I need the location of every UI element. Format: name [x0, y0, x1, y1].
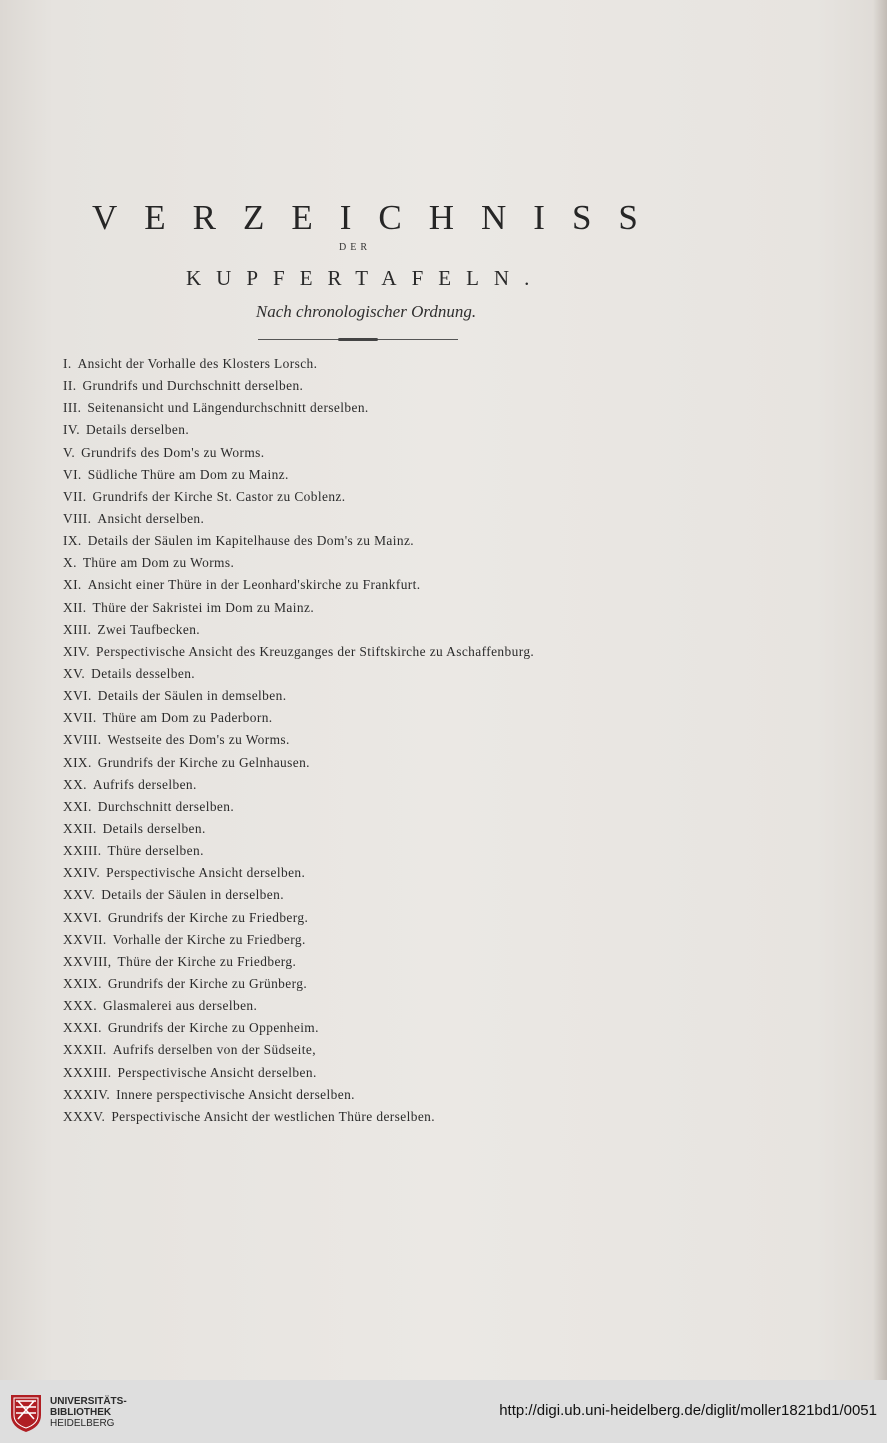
- plate-description: Details derselben.: [102, 820, 206, 836]
- list-item: [63, 951, 534, 973]
- page-subtitle: Nach chronologischer Ordnung.: [255, 302, 477, 321]
- plate-number: XXIX.: [63, 975, 102, 991]
- plate-description: Perspectivische Ansicht derselben.: [117, 1064, 317, 1080]
- list-item: [63, 597, 534, 619]
- plate-description: Grundrifs des Dom's zu Worms.: [81, 444, 265, 460]
- list-item: [63, 862, 534, 884]
- list-item: [63, 397, 534, 419]
- list-item: [63, 796, 534, 818]
- plate-description: Ansicht einer Thüre in der Leonhard'skirche zu Frankfurt.: [87, 577, 421, 593]
- list-item: [63, 375, 534, 397]
- list-item: [63, 929, 534, 951]
- plate-description: Aufrifs derselben von der Südseite,: [112, 1042, 316, 1058]
- plate-number: II.: [63, 378, 77, 394]
- plate-number: XXX.: [63, 998, 97, 1014]
- plate-description: Vorhalle der Kirche zu Friedberg.: [112, 931, 306, 947]
- list-item: [63, 907, 534, 929]
- plate-number: XIX.: [63, 754, 92, 770]
- plate-description: Thüre am Dom zu Paderborn.: [102, 710, 273, 726]
- plate-description: Grundrifs und Durchschnitt derselben.: [82, 378, 304, 394]
- list-item: [63, 818, 534, 840]
- plate-description: Thüre der Sakristei im Dom zu Mainz.: [92, 599, 315, 615]
- list-item: [63, 464, 534, 486]
- list-item: [63, 752, 534, 774]
- list-item: [63, 884, 534, 906]
- footer-bar: [0, 1380, 887, 1443]
- list-item: [63, 1062, 534, 1084]
- list-item: [63, 1017, 534, 1039]
- list-item: [63, 486, 534, 508]
- plate-description: Ansicht der Vorhalle des Klosters Lorsch.: [77, 356, 318, 371]
- plate-number: XXV.: [63, 887, 96, 903]
- plate-description: Details der Säulen im Kapitelhause des Dom's zu Mainz.: [87, 533, 415, 549]
- library-name[interactable]: [50, 1396, 127, 1429]
- plate-number: XVIII.: [63, 732, 102, 748]
- plate-number: XXIII.: [63, 843, 102, 859]
- plate-number: VIII.: [63, 510, 92, 526]
- library-name-line2: BIBLIOTHEK: [50, 1407, 112, 1418]
- plate-number: X.: [63, 555, 77, 571]
- list-item: [63, 442, 534, 464]
- plate-number: XXXII.: [63, 1042, 107, 1058]
- list-item: [63, 1039, 534, 1061]
- plate-number: I.: [63, 356, 72, 371]
- list-item: [63, 552, 534, 574]
- plate-number: IV.: [63, 422, 80, 438]
- plate-description: Thüre der Kirche zu Friedberg.: [117, 953, 297, 969]
- plate-number: XIII.: [63, 621, 92, 637]
- plate-number: XX.: [63, 776, 87, 792]
- plate-number: XXVI.: [63, 909, 102, 925]
- plate-number: XIV.: [63, 643, 91, 659]
- list-item: [63, 774, 534, 796]
- list-item: [63, 353, 534, 375]
- plate-number: IX.: [63, 533, 82, 549]
- plate-description: Ansicht derselben.: [97, 510, 205, 526]
- page-title: VERZEICHNISS: [92, 198, 665, 237]
- plate-number: XV.: [63, 665, 86, 681]
- plate-description: Details der Säulen in derselben.: [101, 887, 284, 903]
- plate-description: Innere perspectivische Ansicht derselben.: [116, 1086, 355, 1102]
- plate-description: Perspectivische Ansicht derselben.: [106, 865, 306, 881]
- plate-description: Thüre am Dom zu Worms.: [82, 555, 235, 571]
- list-item: [63, 729, 534, 751]
- list-item: [63, 574, 534, 596]
- plate-description: Details derselben.: [85, 422, 190, 438]
- plate-number: VII.: [63, 488, 87, 504]
- plate-description: Glasmalerei aus derselben.: [102, 998, 258, 1014]
- list-item: [63, 707, 534, 729]
- plate-description: Perspectivische Ansicht des Kreuzganges der Stiftskirche zu Aschaffenburg.: [96, 643, 535, 659]
- list-item: [63, 663, 534, 685]
- plate-description: Thüre derselben.: [107, 843, 204, 859]
- plate-number: V.: [63, 444, 76, 460]
- permalink-url[interactable]: http://digi.ub.uni-heidelberg.de/diglit/moller1821bd1/0051: [499, 1402, 877, 1419]
- plate-number: XI.: [63, 577, 82, 593]
- plate-number: XXVIII,: [63, 953, 112, 969]
- plate-description: Grundrifs der Kirche zu Grünberg.: [107, 975, 308, 991]
- page-title-line2: KUPFERTAFELN.: [186, 266, 545, 290]
- title-connector: DER: [339, 242, 371, 253]
- list-item: [63, 530, 534, 552]
- plate-number: XXII.: [63, 820, 97, 836]
- list-item: [63, 973, 534, 995]
- plate-description: Grundrifs der Kirche zu Gelnhausen.: [97, 754, 310, 770]
- plate-number: XXXI.: [63, 1020, 102, 1036]
- plate-number: XXXIII.: [63, 1064, 112, 1080]
- list-item: [63, 619, 534, 641]
- list-item: [63, 840, 534, 862]
- plate-description: Grundrifs der Kirche St. Castor zu Coblenz.: [92, 488, 346, 504]
- plate-description: Zwei Taufbecken.: [97, 621, 201, 637]
- plate-number: XXIV.: [63, 865, 101, 881]
- plate-description: Aufrifs derselben.: [92, 776, 197, 792]
- plate-description: Seitenansicht und Längendurchschnitt derselben.: [87, 400, 369, 416]
- list-item: [63, 995, 534, 1017]
- divider-ornament: [338, 338, 378, 341]
- library-name-line3: HEIDELBERG: [50, 1418, 115, 1429]
- list-item: [63, 1106, 534, 1128]
- library-name-line1: UNIVERSITÄTS-: [50, 1396, 127, 1407]
- plate-list: [63, 353, 534, 1128]
- plate-number: XXVII.: [63, 931, 107, 947]
- plate-number: XXXIV.: [63, 1086, 111, 1102]
- plate-description: Durchschnitt derselben.: [97, 798, 235, 814]
- plate-description: Details desselben.: [91, 665, 196, 681]
- list-item: [63, 419, 534, 441]
- university-seal-icon[interactable]: [8, 1393, 44, 1433]
- plate-description: Westseite des Dom's zu Worms.: [107, 732, 290, 748]
- list-item: [63, 508, 534, 530]
- list-item: [63, 1084, 534, 1106]
- plate-number: VI.: [63, 466, 82, 482]
- plate-number: XVII.: [63, 710, 97, 726]
- plate-description: Südliche Thüre am Dom zu Mainz.: [87, 466, 289, 482]
- plate-description: Perspectivische Ansicht der westlichen Thüre derselben.: [111, 1108, 436, 1124]
- plate-number: XXI.: [63, 798, 92, 814]
- list-item: [63, 685, 534, 707]
- list-item: [63, 641, 534, 663]
- plate-description: Details der Säulen in demselben.: [97, 688, 287, 704]
- plate-description: Grundrifs der Kirche zu Friedberg.: [107, 909, 309, 925]
- plate-number: III.: [63, 400, 82, 416]
- plate-number: XXXV.: [63, 1108, 106, 1124]
- plate-description: Grundrifs der Kirche zu Oppenheim.: [107, 1020, 319, 1036]
- plate-number: XII.: [63, 599, 87, 615]
- plate-number: XVI.: [63, 688, 92, 704]
